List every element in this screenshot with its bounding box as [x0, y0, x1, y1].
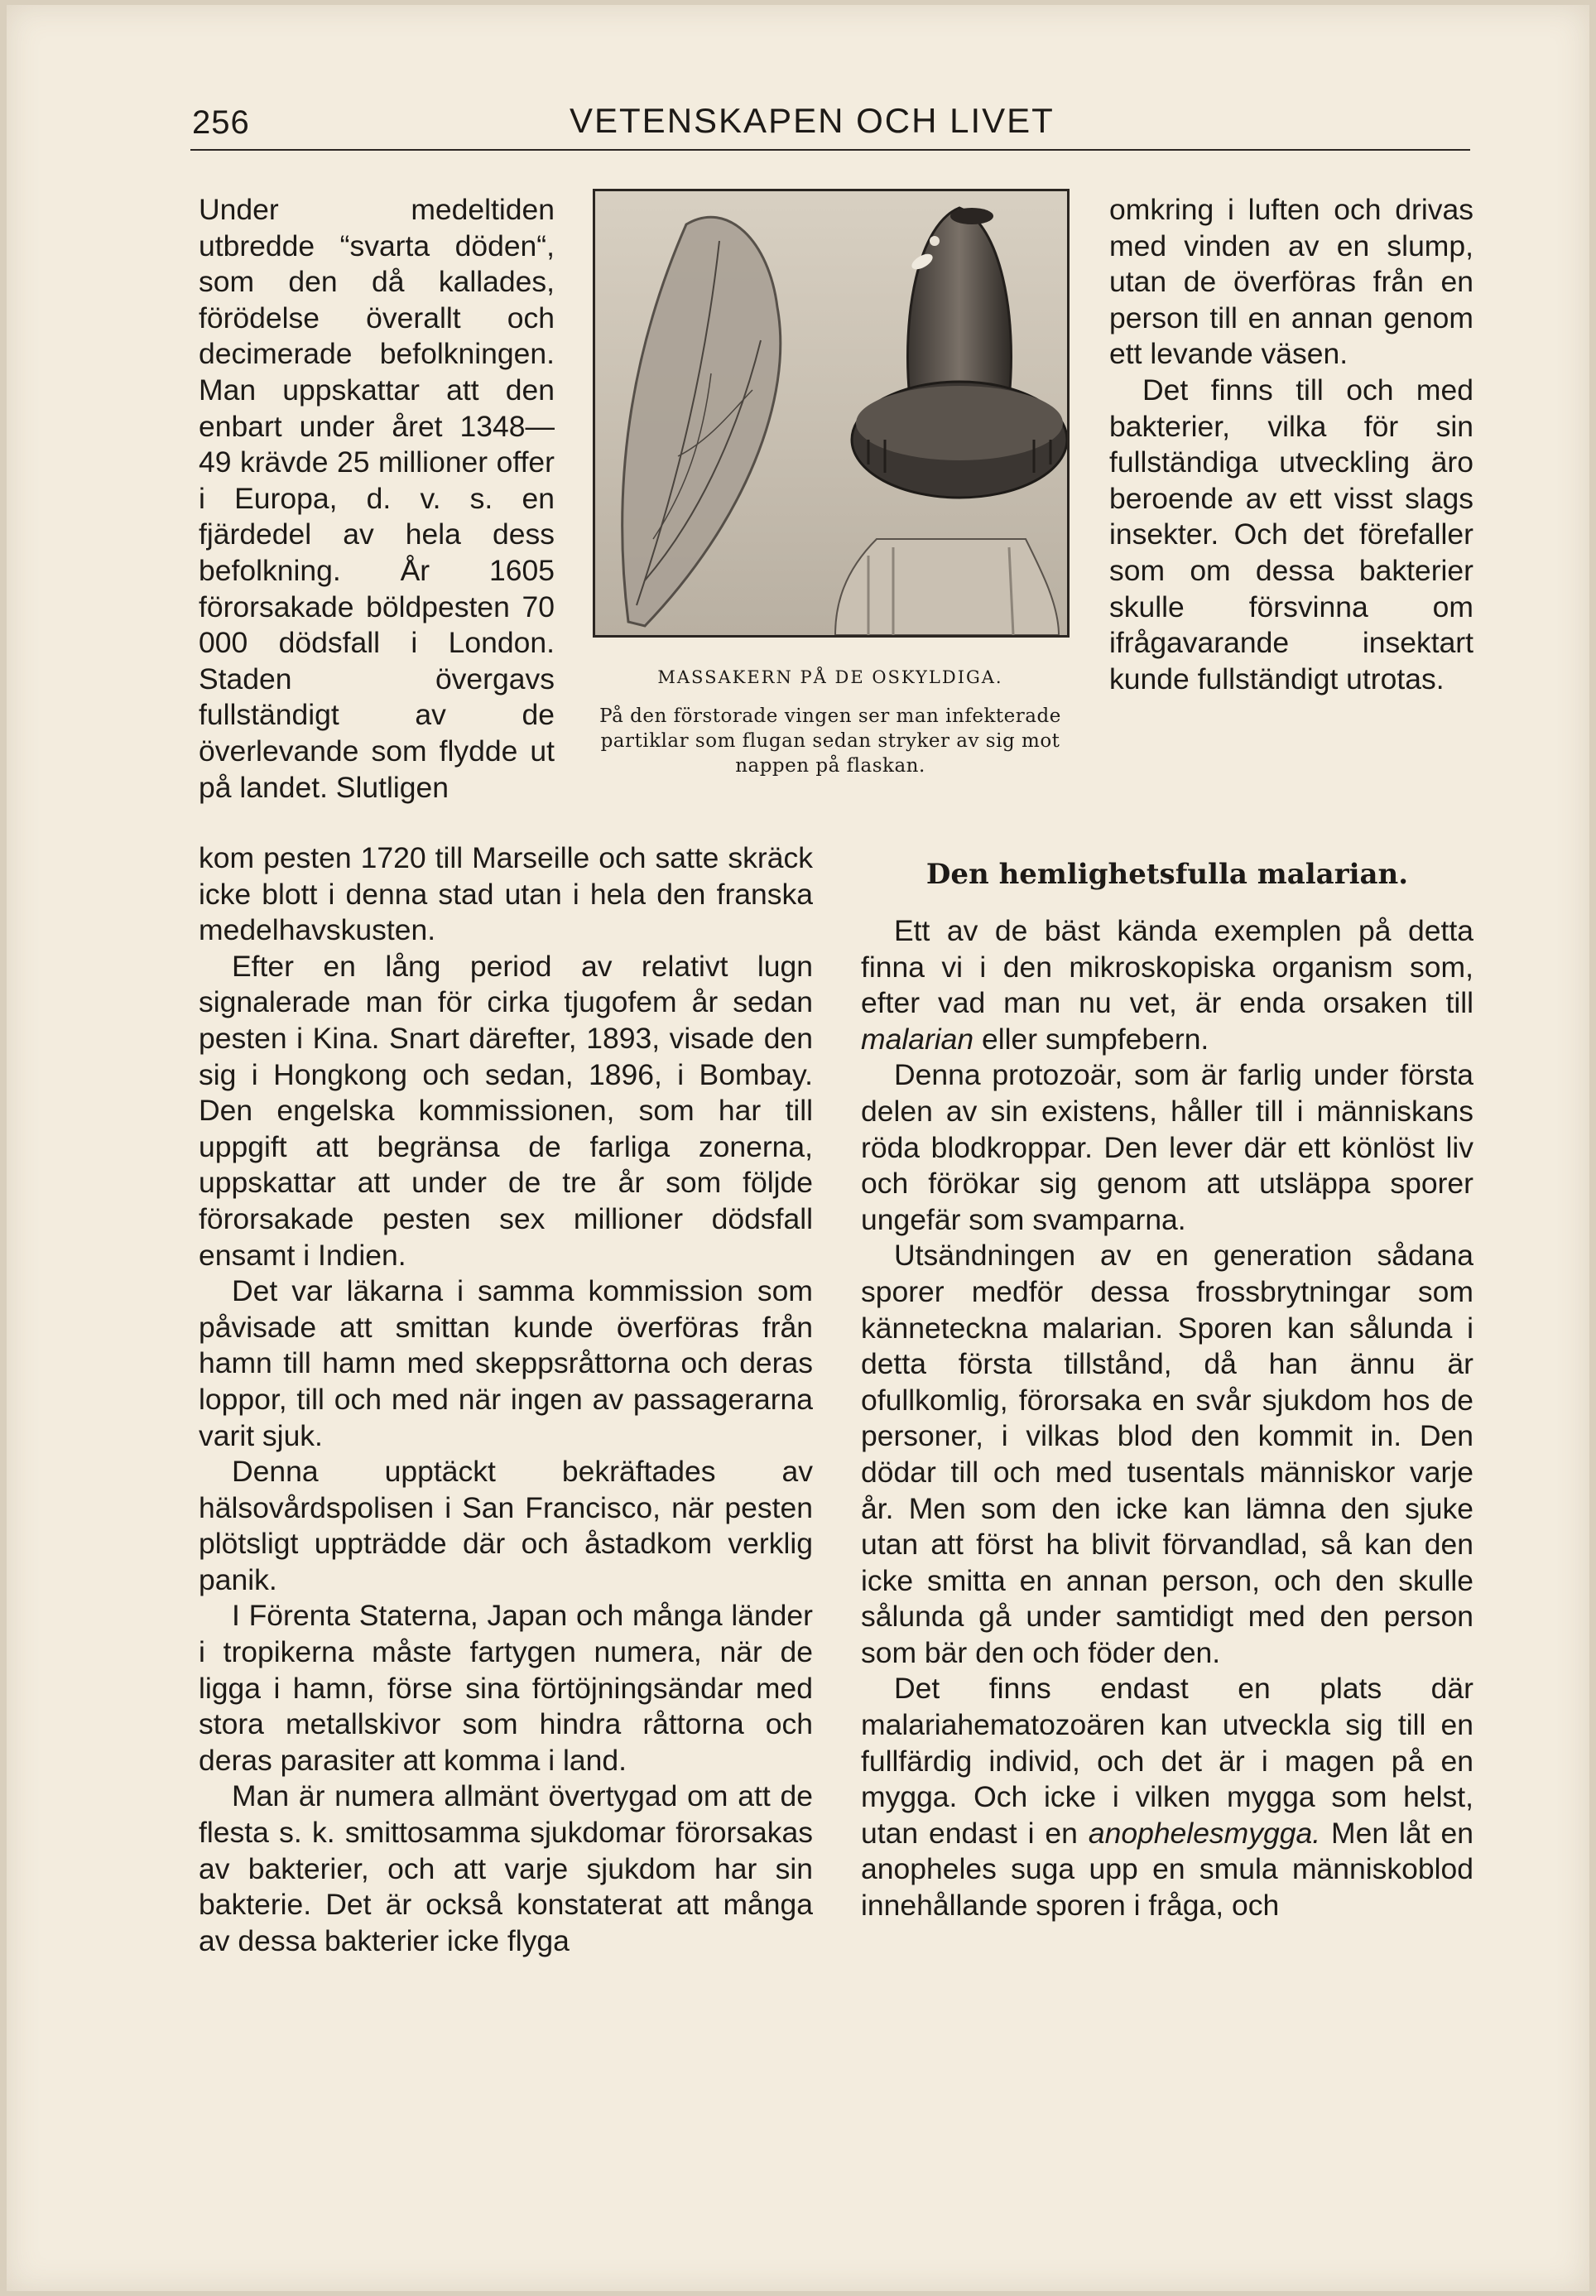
- paragraph: Efter en lång period av relativt lugn signalerade man för cirka tjugofem år sedan pesten i Kina. Snart därefter, 1893, visade den sig i Hongkong och sedan, 1896, i Bombay. Den engelska kommissionen, som har till uppgift att begränsa de farliga zonerna, uppskattar att under de tre år som följde förorsakade pesten sex millioner dödsfall ensamt i Indien.: [199, 949, 813, 1272]
- fly-wing-and-bottle-illustration: [595, 191, 1067, 635]
- text-run: Det finns endast en plats där malariahematozoären kan utveckla sig till en fullfärdig individ, och det är i magen på en mygga. Och icke i vilken mygga som helst, utan endast i en: [861, 1672, 1473, 1850]
- paragraph: Man är numera allmänt övertygad om att de flesta s. k. smittosamma sjukdomar förorsakas av bakterier, och att varje sjukdom har sin bakterie. Det är också konstaterat att många av dessa bakterier icke flyga: [199, 1779, 813, 1957]
- header-rule: [190, 149, 1470, 151]
- right-column-bottom: [861, 913, 1473, 1924]
- left-column-bottom: [199, 840, 813, 1959]
- italic-term: anophelesmygga.: [1088, 1816, 1321, 1850]
- page-number: 256: [192, 104, 250, 141]
- paragraph: [861, 913, 1473, 1057]
- figure-caption-title: MASSAKERN PÅ DE OSKYLDIGA.: [657, 667, 1003, 687]
- paragraph: Det var läkarna i samma kommission som påvisade att smittan kunde överföras från hamn till hamn med skeppsråttorna och deras loppor, till och med när ingen av passagerarna varit sjuk.: [199, 1274, 813, 1452]
- text-run: eller sumpfebern.: [973, 1022, 1209, 1056]
- magazine-page: [7, 5, 1589, 2291]
- italic-term: malarian: [861, 1022, 974, 1056]
- paragraph: Denna upptäckt bekräftades av hälsovårdspolisen i San Francisco, när pesten plötsligt uppträdde där och åstadkom verklig panik.: [199, 1455, 813, 1596]
- paragraph: [861, 1671, 1473, 1923]
- paragraph: Under medeltiden utbredde “svarta döden“, som den då kallades, förödelse överallt och decimerade befolkningen. Man uppskattar att den enbart under året 1348—49 krävde 25 millioner offer i Europa, d. v. s. en fjärdedel av hela dess befolkning. År 1605 förorsakade böldpesten 70 000 dödsfall i London. Staden övergavs fullständigt av de överlevande som flydde ut på landet. Slutligen: [199, 193, 555, 804]
- left-column-top: [199, 192, 555, 806]
- paragraph: Det finns till och med bakterier, vilka för sin fullständiga utveckling äro beroende av ett visst slags insekter. Och det förefaller som om dessa bakterier skulle försvinna om ifrågavarande insektart kunde fullständigt utrotas.: [1109, 373, 1473, 696]
- right-column-top: [1109, 192, 1473, 697]
- paragraph: Denna protozoär, som är farlig under första delen av sin existens, håller till i människans röda blodkroppar. Den lever där ett könlöst liv och förökar sig genom att utsläppa sporer ungefär som svamparna.: [861, 1058, 1473, 1236]
- paragraph: I Förenta Staterna, Japan och många länder i tropikerna måste fartygen numera, när de ligga i hamn, förse sina förtöjningsändar med stora metallskivor som hindra råttorna och deras parasiter att komma i land.: [199, 1599, 813, 1777]
- fly: [950, 208, 993, 224]
- text-run: Ett av de bäst kända exemplen på detta finna vi i den mikroskopiska organism som, efter vad man nu vet, är enda orsaken till: [861, 914, 1473, 1020]
- figure-caption: På den förstorade vingen ser man infekterade partiklar som flugan sedan stryker av sig mot nappen på flaskan.: [599, 705, 1061, 777]
- figure-photo: [593, 189, 1070, 638]
- section-heading: Den hemlighetsfulla malarian.: [925, 858, 1409, 891]
- paragraph: kom pesten 1720 till Marseille och satte skräck icke blott i denna stad utan i hela den franska medelhavskusten.: [199, 841, 813, 947]
- paragraph: omkring i luften och drivas med vinden av en slump, utan de överföras från en person till en annan genom ett levande väsen.: [1109, 193, 1473, 371]
- paragraph: Utsändningen av en generation sådana sporer medför dessa frossbrytningar som känneteckna malarian. Sporen kan sålunda i detta första tillstånd, då han ännu är ofullkomlig, förorsaka en svår sjukdom hos de personer, i vilkas blod den kommit in. Den dödar till och med tusentals människor varje år. Men som den icke kan lämna den sjuke utan att först ha blivit förvandlad, så kan den icke smitta en annan person, och den skulle sålunda gå under samtidigt med den person som bär den och föder den.: [861, 1239, 1473, 1669]
- text-run: Men låt en anopheles suga upp en smula människoblod innehållande sporen i fråga, och: [861, 1816, 1473, 1923]
- journal-title: VETENSKAPEN OCH LIVET: [570, 101, 1055, 140]
